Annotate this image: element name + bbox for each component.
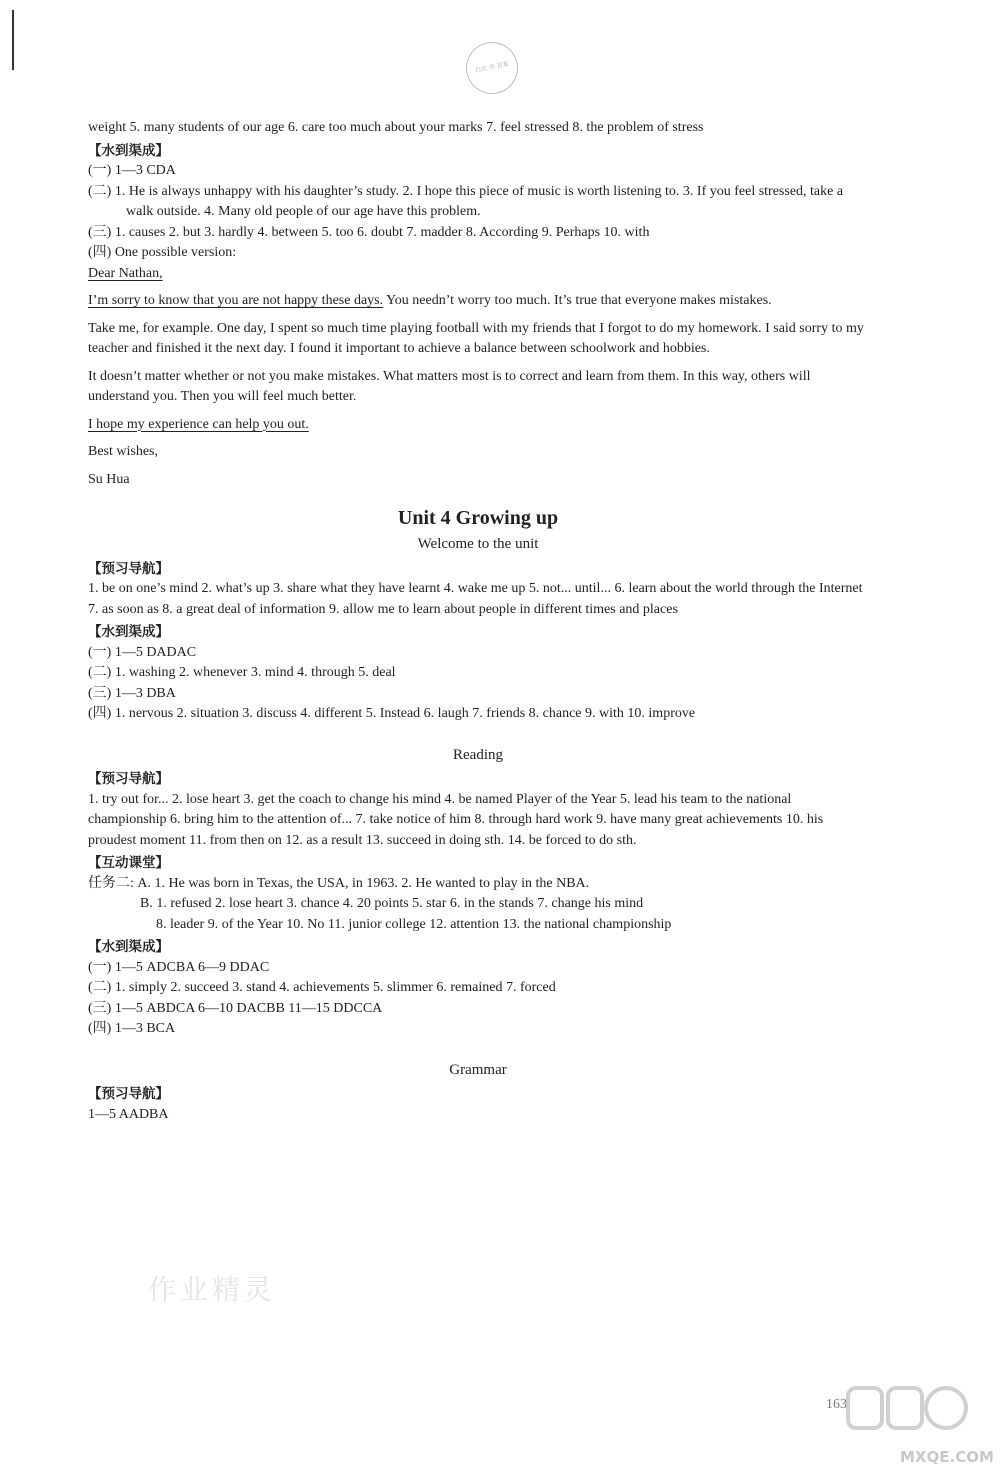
section-heading: 【预习导航】	[88, 1086, 169, 1102]
answer-line: (一) 1—5 ADCBA 6—9 DDAC	[88, 959, 270, 975]
answer-line: (二) 1. simply 2. succeed 3. stand 4. achievements 5. slimmer 6. remained 7. forced	[88, 980, 556, 995]
letter-paragraph: I hope my experience can help you out.	[88, 416, 309, 432]
answer-line: 8. leader 9. of the Year 10. No 11. junior college 12. attention 13. the national championship	[156, 916, 672, 932]
answer-line: (三) 1—5 ABDCA 6—10 DACBB 11—15 DDCCA	[88, 1000, 383, 1016]
section-heading: 【水到渠成】	[88, 142, 169, 159]
binding-line	[12, 10, 14, 70]
answer-line: 1—5 AADBA	[88, 1106, 169, 1122]
section-heading: 【预习导航】	[88, 560, 169, 577]
answer-line: (二) 1. He is always unhappy with his daughter’s study. 2. I hope this piece of music is worth listening to. 3. If you feel stressed, take a walk outside. 4. Many old people of our age have this problem.	[88, 183, 844, 219]
unit-title: Unit 4 Growing up	[397, 507, 559, 529]
subsection-title: Grammar	[449, 1061, 507, 1078]
answer-line: 1. try out for... 2. lose heart 3. get the coach to change his mind 4. be named Player of the Year 5. lead his team to the national championship 6. bring him to the attention of... 7. take notice of him 8. through hard work 9. have many great achievements 10. his proudest moment 11. from then on 12. as a result 13. succeed in doing sth. 14. be forced to do sth.	[88, 791, 824, 848]
site-logo-text: MXQE.COM	[900, 1448, 994, 1466]
answer-line: (三) 1. causes 2. but 3. hardly 4. between 5. too 6. doubt 7. madder 8. According 9. Perhaps 10. with	[88, 224, 650, 240]
subsection-title: Welcome to the unit	[417, 536, 539, 552]
letter-paragraph: Take me, for example. One day, I spent so much time playing football with my friends that I forgot to do my homework. I said sorry to my teacher and finished it the next day. I found it important to achieve a balance between schoolwork and hobbies.	[88, 320, 864, 356]
text-line: weight 5. many students of our age 6. care too much about your marks 7. feel stressed 8. the problem of stress	[88, 120, 704, 135]
answer-line: (二) 1. washing 2. whenever 3. mind 4. through 5. deal	[88, 665, 396, 680]
letter-paragraph	[88, 291, 868, 312]
section-heading: 【水到渠成】	[88, 624, 169, 640]
letter-signature: Su Hua	[88, 471, 130, 487]
underlined-sentence: I’m sorry to know that you are not happy these days.	[88, 293, 384, 308]
letter-paragraph: It doesn’t matter whether or not you make mistakes. What matters most is to correct and learn from them. In this way, others will understand you. Then you will feel much better.	[88, 368, 811, 404]
section-heading: 【互动课堂】	[88, 855, 169, 871]
paragraph-text: You needn’t worry too much. It’s true that everyone makes mistakes.	[383, 293, 772, 308]
letter-salutation: Dear Nathan,	[88, 265, 163, 281]
answer-line: (四) 1. nervous 2. situation 3. discuss 4. different 5. Instead 6. laugh 7. friends 8. chance 9. with 10. improve	[88, 706, 696, 721]
answer-line: (四) One possible version:	[88, 245, 237, 260]
letter-closing: Best wishes,	[88, 444, 158, 459]
section-heading: 【预习导航】	[88, 771, 169, 787]
answer-line: (四) 1—3 BCA	[88, 1021, 176, 1036]
watermark-text: 作业精灵	[148, 1273, 277, 1306]
answer-line: (三) 1—3 DBA	[88, 685, 176, 701]
answer-line: 任务二: A. 1. He was born in Texas, the USA, in 1963. 2. He wanted to play in the NBA.	[88, 875, 590, 891]
section-heading: 【水到渠成】	[88, 939, 169, 955]
answer-line: (一) 1—3 CDA	[88, 163, 176, 178]
answer-line: B. 1. refused 2. lose heart 3. chance 4. 20 points 5. star 6. in the stands 7. change his mind	[140, 896, 644, 911]
answer-content	[88, 118, 868, 1125]
subsection-title: Reading	[453, 746, 503, 763]
answer-line: 1. be on one’s mind 2. what’s up 3. share what they have learnt 4. wake me up 5. not... until... 6. learn about the world through the Internet 7. as soon as 8. a great deal of information 9. allow me to learn about people in different times and places	[88, 581, 863, 617]
stamp-logo: 白皮 书 答案	[461, 37, 523, 99]
site-logo-icon	[840, 1380, 970, 1450]
answer-line: (一) 1—5 DADAC	[88, 644, 197, 660]
page-number: 163	[826, 1397, 847, 1412]
